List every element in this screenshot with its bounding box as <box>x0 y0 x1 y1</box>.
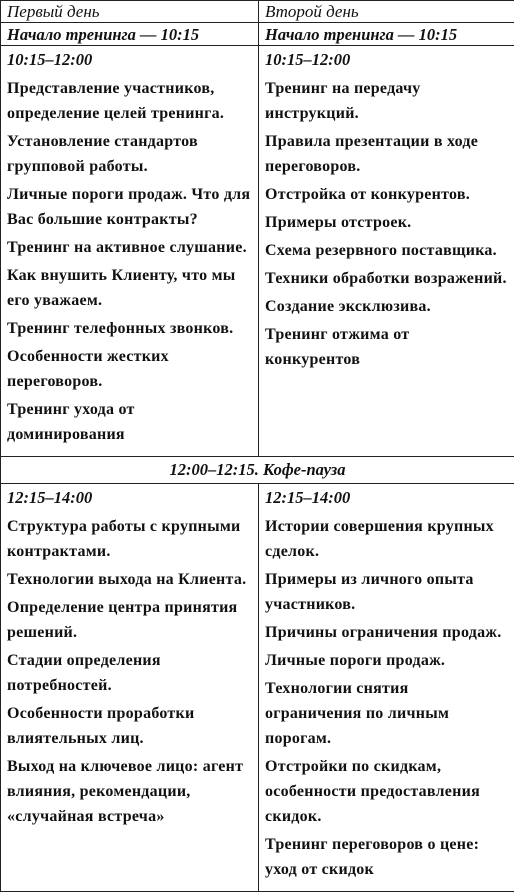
list-item: Личные пороги продаж. Что для Вас большие контракты? <box>7 182 252 232</box>
day1-header: Первый день <box>1 1 259 23</box>
list-item: Схема резервного поставщика. <box>265 238 508 263</box>
list-item: Личные пороги продаж. <box>265 648 508 673</box>
list-item: Представление участников, определение целей тренинга. <box>7 76 252 126</box>
list-item: Тренинг телефонных звонков. <box>7 316 252 341</box>
list-item: Тренинг ухода от доминирования <box>7 397 252 447</box>
coffee-break-row <box>1 457 514 484</box>
list-item: Техники обработки возражений. <box>265 266 508 291</box>
morning-session-row <box>1 46 514 457</box>
list-item: Особенности проработки влиятельных лиц. <box>7 701 252 751</box>
list-item: Тренинг отжима от конкурентов <box>265 322 508 372</box>
list-item: Отстройки по скидкам, особенности предоставления скидок. <box>265 754 508 829</box>
day1-morning-cell <box>1 46 259 457</box>
list-item: Как внушить Клиенту, что мы его уважаем. <box>7 263 252 313</box>
list-item: Технологии выхода на Клиента. <box>7 567 252 592</box>
start-time-row <box>1 23 514 46</box>
list-item: Тренинг переговоров о цене: уход от скидок <box>265 832 508 882</box>
list-item: Выход на ключевое лицо: агент влияния, рекомендации, «случайная встреча» <box>7 754 252 829</box>
list-item: Определение центра принятия решений. <box>7 595 252 645</box>
day2-morning-cell <box>259 46 514 457</box>
day1-midday-time: 12:15–14:00 <box>7 488 252 508</box>
day1-morning-time: 10:15–12:00 <box>7 50 252 70</box>
day1-start-time: Начало тренинга — 10:15 <box>1 23 259 46</box>
midday-session-row <box>1 484 514 892</box>
list-item: Тренинг на активное слушание. <box>7 235 252 260</box>
list-item: Отстройка от конкурентов. <box>265 182 508 207</box>
list-item: Правила презентации в ходе переговоров. <box>265 129 508 179</box>
list-item: Истории совершения крупных сделок. <box>265 514 508 564</box>
list-item: Создание эксклюзива. <box>265 294 508 319</box>
day2-start-time: Начало тренинга — 10:15 <box>259 23 514 46</box>
list-item: Примеры отстроек. <box>265 210 508 235</box>
day2-midday-cell <box>259 484 514 892</box>
list-item: Технологии снятия ограничения по личным порогам. <box>265 676 508 751</box>
list-item: Причины ограничения продаж. <box>265 620 508 645</box>
day-header-row <box>1 1 514 23</box>
day2-midday-time: 12:15–14:00 <box>265 488 508 508</box>
day1-midday-cell <box>1 484 259 892</box>
coffee-break-label: 12:00–12:15. Кофе-пауза <box>1 457 514 484</box>
list-item: Примеры из личного опыта участников. <box>265 567 508 617</box>
list-item: Тренинг на передачу инструкций. <box>265 76 508 126</box>
day2-header: Второй день <box>259 1 514 23</box>
list-item: Установление стандартов групповой работы. <box>7 129 252 179</box>
list-item: Особенности жестких переговоров. <box>7 344 252 394</box>
list-item: Стадии определения потребностей. <box>7 648 252 698</box>
list-item: Структура работы с крупными контрактами. <box>7 514 252 564</box>
day2-morning-time: 10:15–12:00 <box>265 50 508 70</box>
